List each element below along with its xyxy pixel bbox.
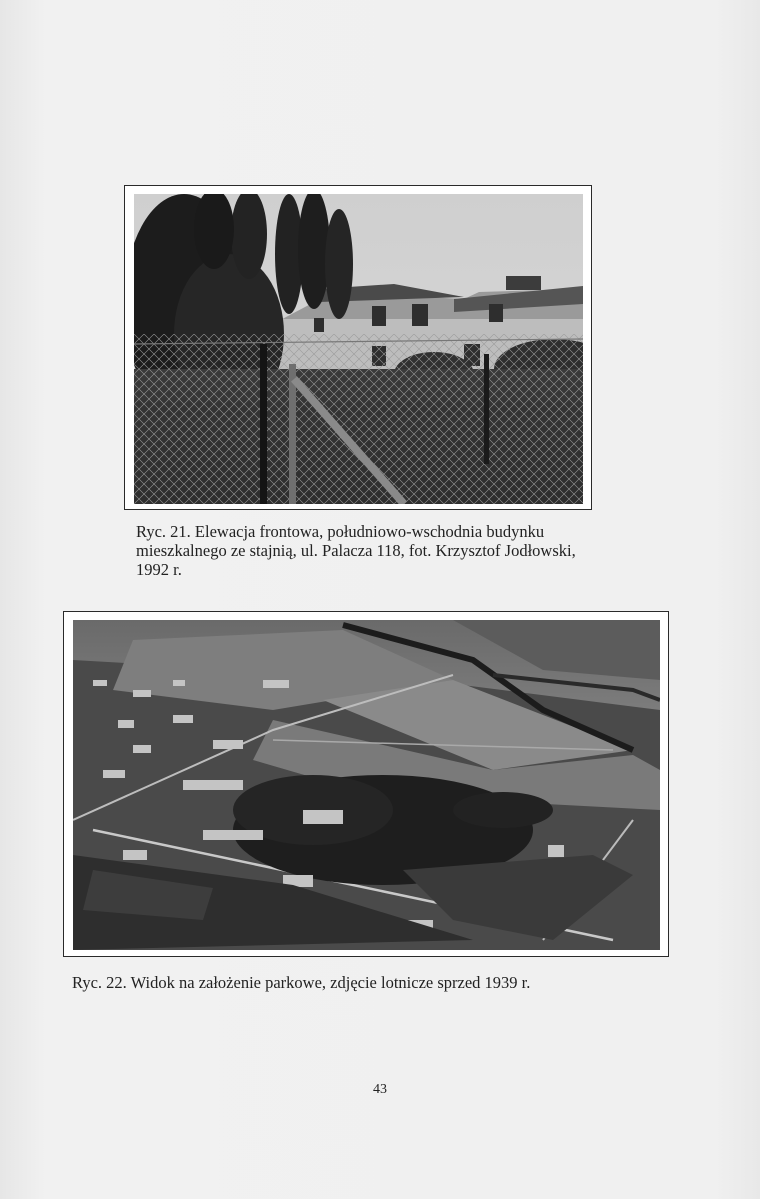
figure-21-photo-frame [124, 185, 592, 510]
figure-22-caption-line-1: Ryc. 22. Widok na założenie parkowe, zdjęcie lotnicze sprzed 1939 r. [72, 973, 531, 992]
page-number: 43 [373, 1082, 387, 1097]
figure-21-caption-line-1: Ryc. 21. Elewacja frontowa, południowo-wschodnia budynku [136, 522, 545, 541]
figure-21-caption-line-3: 1992 r. [136, 560, 182, 579]
figure-21-caption-line-2: mieszkalnego ze stajnią, ul. Palacza 118, fot. Krzysztof Jodłowski, [136, 541, 576, 560]
figure-22-photo-frame [63, 611, 669, 957]
figure-21-caption [136, 522, 606, 579]
figure-21-photograph [134, 194, 583, 504]
figure-22-caption [72, 973, 692, 992]
figure-22-photograph [73, 620, 660, 950]
